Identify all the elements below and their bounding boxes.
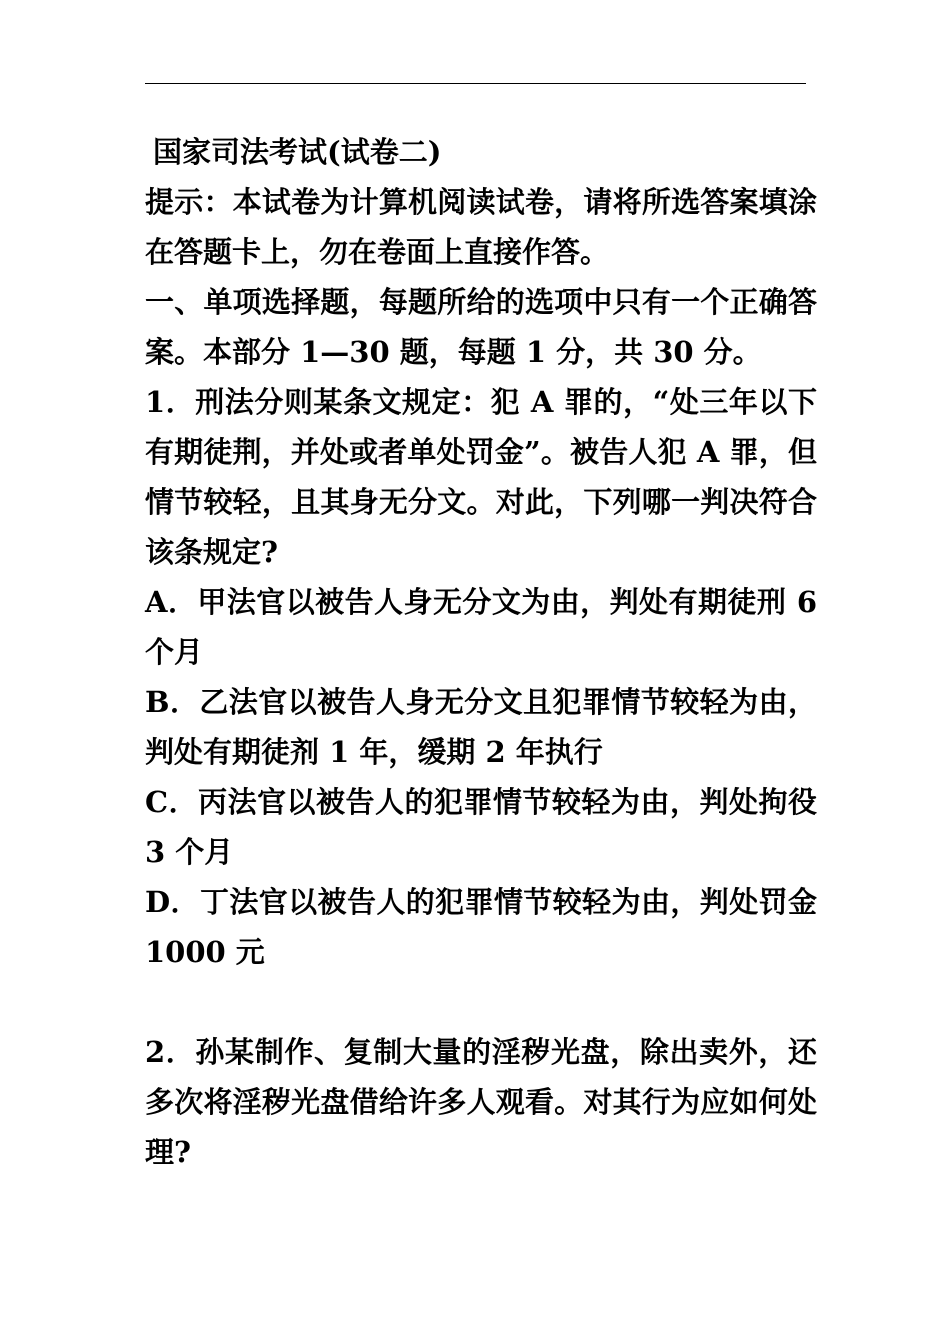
header-rule xyxy=(145,83,806,84)
question-2-stem: 2．孙某制作、复制大量的淫秽光盘，除出卖外，还多次将淫秽光盘借给许多人观看。对其行为应如何处理? xyxy=(145,1035,817,1169)
question-1-option-c: C．丙法官以被告人的犯罪情节较轻为由，判处拘役 3 个月 xyxy=(145,785,817,869)
section-heading: 一、单项选择题，每题所给的选项中只有一个正确答案。本部分 1—30 题，每题 1 分，共 30 分。 xyxy=(145,285,817,369)
exam-notice: 提示：本试卷为计算机阅读试卷，请将所选答案填涂在答题卡上，勿在卷面上直接作答。 xyxy=(145,185,817,269)
question-1-option-b: B．乙法官以被告人身无分文且犯罪情节较轻为由，判处有期徒剂 1 年，缓期 2 年执行 xyxy=(145,685,817,769)
question-1-stem: 1．刑法分则某条文规定：犯 A 罪的，“处三年以下有期徒荆，并处或者单处罚金”。被告人犯 A 罪，但情节较轻，且其身无分文。对此，下列哪一判决符合该条规定? xyxy=(145,385,817,569)
question-1-option-a: A．甲法官以被告人身无分文为由，判处有期徒刑 6 个月 xyxy=(145,585,817,669)
exam-title: 国家司法考试(试卷二) xyxy=(153,135,442,169)
question-1-option-d: D．丁法官以被告人的犯罪情节较轻为由，判处罚金 1000 元 xyxy=(145,885,817,969)
document-body xyxy=(145,127,817,1177)
paragraph-spacer xyxy=(145,977,817,1027)
